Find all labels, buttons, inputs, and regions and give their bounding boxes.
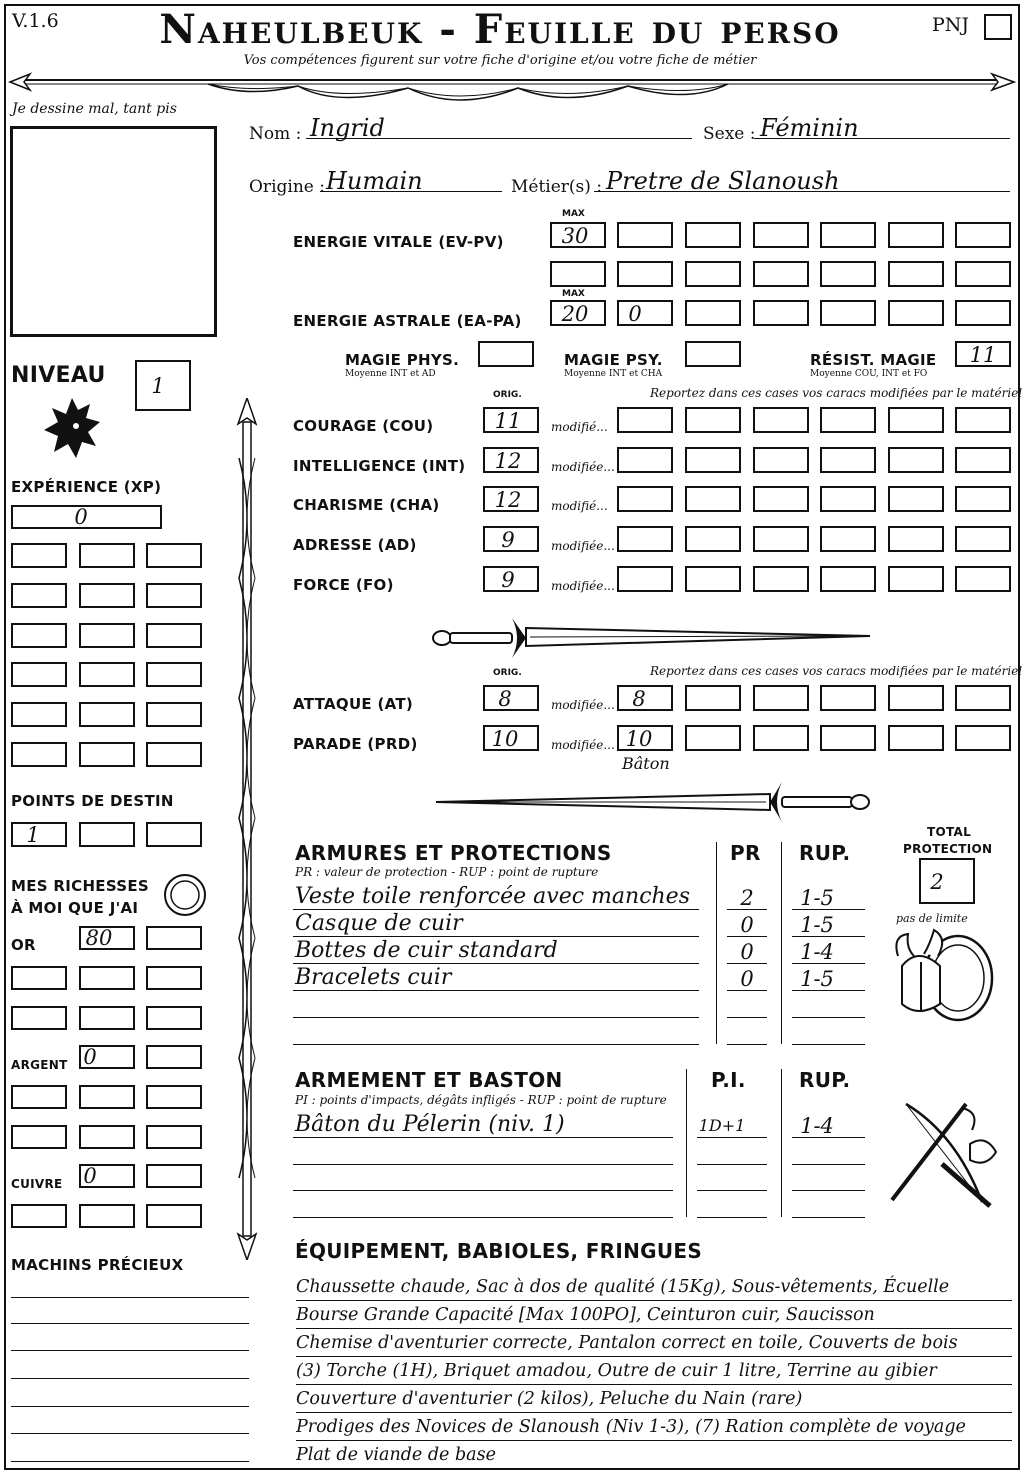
xp-box[interactable] <box>79 623 135 648</box>
xp-box[interactable] <box>79 662 135 687</box>
machin-line[interactable] <box>11 1378 249 1379</box>
pnj-checkbox[interactable] <box>984 14 1012 40</box>
stat-label: FORCE (FO) <box>293 576 394 594</box>
armure-rup[interactable]: 1-4 <box>800 940 834 964</box>
armure-name[interactable]: Bottes de cuir standard <box>295 938 558 963</box>
stat-mod-box[interactable] <box>753 407 809 433</box>
destin-box-2[interactable] <box>79 822 135 847</box>
arme-line <box>293 1217 673 1218</box>
niveau-value: 1 <box>151 374 165 398</box>
ea-box[interactable] <box>888 300 944 326</box>
armure-pr[interactable]: 0 <box>740 940 754 964</box>
arme-line <box>293 1164 673 1165</box>
cuivre-value: 0 <box>83 1164 97 1188</box>
ev-box[interactable] <box>955 261 1011 287</box>
or-box-2[interactable] <box>146 926 202 950</box>
xp-box[interactable] <box>79 742 135 767</box>
armure-line <box>293 1017 699 1018</box>
armure-line <box>293 909 699 910</box>
armures-sub: PR : valeur de protection - RUP : point de rupture <box>295 865 599 879</box>
stat-mod-label: modifié... <box>551 420 608 434</box>
combat-mod-box[interactable] <box>955 725 1011 751</box>
stat-mod-box[interactable] <box>617 526 673 552</box>
combat-mod-box[interactable] <box>753 725 809 751</box>
equipement-line[interactable]: Prodiges des Novices de Slanoush (Niv 1-3), (7) Ration complète de voyage <box>296 1414 1012 1441</box>
arme-rup-line <box>792 1164 865 1165</box>
baton-note: Bâton <box>622 754 670 773</box>
combat-mod-box[interactable] <box>820 725 876 751</box>
stat-mod-box[interactable] <box>820 407 876 433</box>
xp-box[interactable] <box>146 702 202 727</box>
armure-pr[interactable]: 2 <box>740 886 754 910</box>
combat-mod-box[interactable] <box>820 685 876 711</box>
xp-box[interactable] <box>146 742 202 767</box>
stat-mod-box[interactable] <box>888 407 944 433</box>
helmet-shield-icon <box>888 926 1000 1032</box>
armure-rup-line <box>792 1017 865 1018</box>
coin-icon <box>162 872 208 918</box>
combat-mod-label: modifiée... <box>551 738 615 752</box>
equipement-title: ÉQUIPEMENT, BABIOLES, FRINGUES <box>295 1239 703 1263</box>
stat-mod-box[interactable] <box>685 526 741 552</box>
stat-mod-box[interactable] <box>888 526 944 552</box>
stat-mod-box[interactable] <box>820 486 876 512</box>
combat-mod-box[interactable] <box>955 685 1011 711</box>
or-box[interactable] <box>146 966 202 990</box>
xp-box[interactable] <box>146 583 202 608</box>
report-note-stats: Reportez dans ces cases vos caracs modifiées par le matériel <box>650 386 1023 400</box>
armure-pr[interactable]: 0 <box>740 967 754 991</box>
resist-magie-value: 11 <box>969 343 997 367</box>
combat-mod-box[interactable] <box>888 685 944 711</box>
ev-box[interactable] <box>888 261 944 287</box>
stat-mod-box[interactable] <box>820 447 876 473</box>
armure-rup[interactable]: 1-5 <box>800 967 834 991</box>
equipement-line[interactable]: Plat de viande de base <box>296 1442 1012 1469</box>
experience-value: 0 <box>74 505 88 529</box>
xp-box[interactable] <box>11 543 67 568</box>
metier-label: Métier(s) : <box>511 177 603 197</box>
niveau-label: NIVEAU <box>11 363 106 388</box>
stat-mod-box[interactable] <box>955 447 1011 473</box>
combat-orig-value: 8 <box>498 687 512 711</box>
destin-label: POINTS DE DESTIN <box>11 792 174 810</box>
xp-box[interactable] <box>11 702 67 727</box>
stat-mod-box[interactable] <box>955 526 1011 552</box>
xp-box[interactable] <box>79 543 135 568</box>
ev-box[interactable] <box>617 261 673 287</box>
arme-rup[interactable]: 1-4 <box>800 1114 834 1138</box>
resist-magie-label: RÉSIST. MAGIE <box>810 351 937 369</box>
report-note-combat: Reportez dans ces cases vos caracs modifiées par le matériel <box>650 664 1023 678</box>
orig-label-combat: ORIG. <box>493 668 522 678</box>
combat-mod-box[interactable] <box>685 725 741 751</box>
stat-orig-value: 9 <box>501 528 515 552</box>
cuivre-box[interactable] <box>79 1204 135 1228</box>
argent-box[interactable] <box>11 1125 67 1149</box>
argent-value: 0 <box>83 1045 97 1069</box>
stat-mod-box[interactable] <box>955 486 1011 512</box>
argent-box[interactable] <box>146 1125 202 1149</box>
or-value: 80 <box>85 926 113 950</box>
dragon-icon <box>38 392 106 464</box>
or-box[interactable] <box>11 966 67 990</box>
stat-orig-value: 9 <box>501 568 515 592</box>
stat-mod-box[interactable] <box>685 447 741 473</box>
combat-modified-value: 10 <box>625 727 653 751</box>
arme-line <box>293 1137 673 1138</box>
machin-line[interactable] <box>11 1433 249 1434</box>
armure-rup-line <box>792 1044 865 1045</box>
cuivre-box[interactable] <box>11 1204 67 1228</box>
sheet-subtitle: Vos compétences figurent sur votre fiche d'origine et/ou votre fiche de métier <box>243 53 757 68</box>
ev-box[interactable] <box>955 222 1011 248</box>
arme-pi-line <box>697 1137 767 1138</box>
ev-box[interactable] <box>820 222 876 248</box>
argent-box[interactable] <box>146 1085 202 1109</box>
xp-box[interactable] <box>79 583 135 608</box>
armure-rup[interactable]: 1-5 <box>800 913 834 937</box>
weapons-icon <box>886 1094 1004 1216</box>
portrait-label: Je dessine mal, tant pis <box>12 101 177 117</box>
ev-box[interactable] <box>685 261 741 287</box>
metier-value[interactable]: Pretre de Slanoush <box>606 167 840 195</box>
magie-psy-sub: Moyenne INT et CHA <box>564 369 663 379</box>
arme-pi-line <box>697 1164 767 1165</box>
equipement-line[interactable]: (3) Torche (1H), Briquet amadou, Outre de cuir 1 litre, Terrine au gibier <box>296 1358 1012 1385</box>
ev-box[interactable] <box>820 261 876 287</box>
xp-box[interactable] <box>146 623 202 648</box>
destin-box-3[interactable] <box>146 822 202 847</box>
combat-label: ATTAQUE (AT) <box>293 695 414 713</box>
ea-label: ENERGIE ASTRALE (EA-PA) <box>293 312 522 330</box>
combat-mod-box[interactable] <box>753 685 809 711</box>
armure-line <box>293 936 699 937</box>
ea-max-label: MAX <box>562 289 585 299</box>
portrait-box[interactable] <box>10 126 217 337</box>
destin-value: 1 <box>26 823 40 847</box>
armement-pi-label: P.I. <box>711 1068 746 1092</box>
ea-box[interactable] <box>685 300 741 326</box>
version-label: V.1.6 <box>12 10 59 32</box>
combat-mod-label: modifiée... <box>551 698 615 712</box>
armure-pr-line <box>727 1017 767 1018</box>
stat-label: CHARISME (CHA) <box>293 496 440 514</box>
ev-max-value: 30 <box>561 224 589 248</box>
stat-mod-box[interactable] <box>820 566 876 592</box>
xp-box[interactable] <box>79 702 135 727</box>
stat-mod-box[interactable] <box>617 566 673 592</box>
cuivre-label: CUIVRE <box>11 1177 63 1191</box>
armure-rup[interactable]: 1-5 <box>800 886 834 910</box>
armement-rup-label: RUP. <box>799 1068 851 1092</box>
sword-illustration-1 <box>430 612 876 660</box>
equipement-line[interactable]: Bourse Grande Capacité [Max 100PO], Ceinturon cuir, Saucisson <box>296 1302 1012 1329</box>
experience-label: EXPÉRIENCE (XP) <box>11 478 162 496</box>
arme-pi-line <box>697 1190 767 1191</box>
stat-mod-box[interactable] <box>955 566 1011 592</box>
richesses-label-1: MES RICHESSES <box>11 877 150 895</box>
machin-line[interactable] <box>11 1297 249 1298</box>
or-label: OR <box>11 936 36 954</box>
armement-title: ARMEMENT ET BASTON <box>295 1068 563 1092</box>
equipement-line[interactable]: Couverture d'aventurier (2 kilos), Peluche du Nain (rare) <box>296 1386 1012 1413</box>
xp-box[interactable] <box>146 543 202 568</box>
argent-box[interactable] <box>11 1085 67 1109</box>
armure-name[interactable]: Casque de cuir <box>295 911 463 936</box>
magie-phys-sub: Moyenne INT et AD <box>345 369 436 379</box>
total-protection-label-2: PROTECTION <box>903 842 993 856</box>
ev-box[interactable] <box>617 222 673 248</box>
machin-line[interactable] <box>11 1323 249 1324</box>
orig-label-stats: ORIG. <box>493 390 522 400</box>
stat-mod-box[interactable] <box>955 407 1011 433</box>
staff-illustration <box>230 398 264 1260</box>
armure-pr-line <box>727 1044 767 1045</box>
stat-label: INTELLIGENCE (INT) <box>293 457 466 475</box>
armures-pr-label: PR <box>730 841 761 865</box>
ea-max-value: 20 <box>561 302 589 326</box>
ev-box[interactable] <box>753 261 809 287</box>
stat-orig-value: 12 <box>494 449 522 473</box>
stat-mod-label: modifié... <box>551 499 608 513</box>
stat-mod-box[interactable] <box>888 486 944 512</box>
stat-mod-box[interactable] <box>888 447 944 473</box>
no-limit-note: pas de limite <box>896 912 968 925</box>
stat-mod-label: modifiée... <box>551 460 615 474</box>
stat-mod-box[interactable] <box>685 566 741 592</box>
argent-box-2[interactable] <box>146 1045 202 1069</box>
armure-line <box>293 990 699 991</box>
or-box[interactable] <box>146 1006 202 1030</box>
origine-label: Origine : <box>249 177 325 197</box>
stat-mod-box[interactable] <box>820 526 876 552</box>
ea-box[interactable] <box>820 300 876 326</box>
stat-mod-label: modifiée... <box>551 579 615 593</box>
armement-sub: PI : points d'impacts, dégâts infligés - RUP : point de rupture <box>295 1093 667 1107</box>
or-box[interactable] <box>79 966 135 990</box>
stat-label: ADRESSE (AD) <box>293 536 417 554</box>
ev-box[interactable] <box>550 261 606 287</box>
armure-line <box>293 1044 699 1045</box>
ev-box[interactable] <box>685 222 741 248</box>
armures-title: ARMURES ET PROTECTIONS <box>295 841 612 865</box>
nom-value[interactable]: Ingrid <box>310 114 385 142</box>
magie-phys-box[interactable] <box>478 341 534 367</box>
ea-box[interactable] <box>955 300 1011 326</box>
origine-value[interactable]: Humain <box>326 167 423 195</box>
ev-box[interactable] <box>753 222 809 248</box>
xp-box[interactable] <box>11 583 67 608</box>
stat-mod-label: modifiée... <box>551 539 615 553</box>
cuivre-box-2[interactable] <box>146 1164 202 1188</box>
equipement-line[interactable]: Chaussette chaude, Sac à dos de qualité (15Kg), Sous-vêtements, Écuelle <box>296 1274 1012 1301</box>
combat-modified-value: 8 <box>632 687 646 711</box>
richesses-label-2: À MOI QUE J'AI <box>11 899 139 917</box>
combat-orig-value: 10 <box>491 727 519 751</box>
machin-line[interactable] <box>11 1406 249 1407</box>
ev-label: ENERGIE VITALE (EV-PV) <box>293 233 504 251</box>
xp-box[interactable] <box>11 662 67 687</box>
combat-mod-box[interactable] <box>685 685 741 711</box>
argent-label: ARGENT <box>11 1058 68 1072</box>
machin-line[interactable] <box>11 1350 249 1351</box>
ea-box[interactable] <box>753 300 809 326</box>
combat-label: PARADE (PRD) <box>293 735 418 753</box>
armures-rup-label: RUP. <box>799 841 851 865</box>
machin-line[interactable] <box>11 1461 249 1462</box>
stat-mod-box[interactable] <box>753 526 809 552</box>
armure-name[interactable]: Bracelets cuir <box>295 965 452 990</box>
magie-psy-box[interactable] <box>685 341 741 367</box>
total-protection-label-1: TOTAL <box>927 825 972 839</box>
or-box[interactable] <box>11 1006 67 1030</box>
stat-mod-box[interactable] <box>753 447 809 473</box>
combat-mod-box[interactable] <box>888 725 944 751</box>
sword-illustration-2 <box>430 778 876 826</box>
ea-second-value: 0 <box>628 302 642 326</box>
argent-box[interactable] <box>79 1125 135 1149</box>
sexe-value[interactable]: Féminin <box>760 114 859 142</box>
arme-rup-line <box>792 1217 865 1218</box>
resist-magie-sub: Moyenne COU, INT et FO <box>810 369 928 379</box>
armure-line <box>293 963 699 964</box>
armure-pr[interactable]: 0 <box>740 913 754 937</box>
ev-max-label: MAX <box>562 209 585 219</box>
stat-mod-box[interactable] <box>685 407 741 433</box>
machins-label: MACHINS PRÉCIEUX <box>11 1256 184 1274</box>
magie-psy-label: MAGIE PSY. <box>564 351 663 369</box>
arme-name[interactable]: Bâton du Pélerin (niv. 1) <box>295 1112 565 1137</box>
total-protection-value: 2 <box>930 870 944 894</box>
stat-mod-box[interactable] <box>753 486 809 512</box>
stat-mod-box[interactable] <box>685 486 741 512</box>
stat-mod-box[interactable] <box>753 566 809 592</box>
stat-mod-box[interactable] <box>617 486 673 512</box>
magie-phys-label: MAGIE PHYS. <box>345 351 460 369</box>
sexe-label: Sexe : <box>703 124 756 144</box>
stat-label: COURAGE (COU) <box>293 417 434 435</box>
pnj-label: PNJ <box>932 14 970 36</box>
arme-pi-line <box>697 1217 767 1218</box>
argent-box[interactable] <box>79 1085 135 1109</box>
stat-mod-box[interactable] <box>888 566 944 592</box>
arme-rup-line <box>792 1190 865 1191</box>
cuivre-box[interactable] <box>146 1204 202 1228</box>
stat-orig-value: 12 <box>494 488 522 512</box>
stat-mod-box[interactable] <box>617 407 673 433</box>
equipement-line[interactable]: Chemise d'aventurier correcte, Pantalon correct en toile, Couverts de bois <box>296 1330 1012 1357</box>
sheet-title: Naheulbeuk - Feuille du perso <box>159 6 841 53</box>
stat-orig-value: 11 <box>494 409 522 433</box>
ev-box[interactable] <box>888 222 944 248</box>
stat-mod-box[interactable] <box>617 447 673 473</box>
or-box[interactable] <box>79 1006 135 1030</box>
arme-line <box>293 1190 673 1191</box>
xp-box[interactable] <box>146 662 202 687</box>
armure-name[interactable]: Veste toile renforcée avec manches <box>295 884 690 909</box>
arme-pi[interactable]: 1D+1 <box>698 1116 746 1135</box>
nom-label: Nom : <box>249 124 302 144</box>
xp-box[interactable] <box>11 623 67 648</box>
xp-box[interactable] <box>11 742 67 767</box>
